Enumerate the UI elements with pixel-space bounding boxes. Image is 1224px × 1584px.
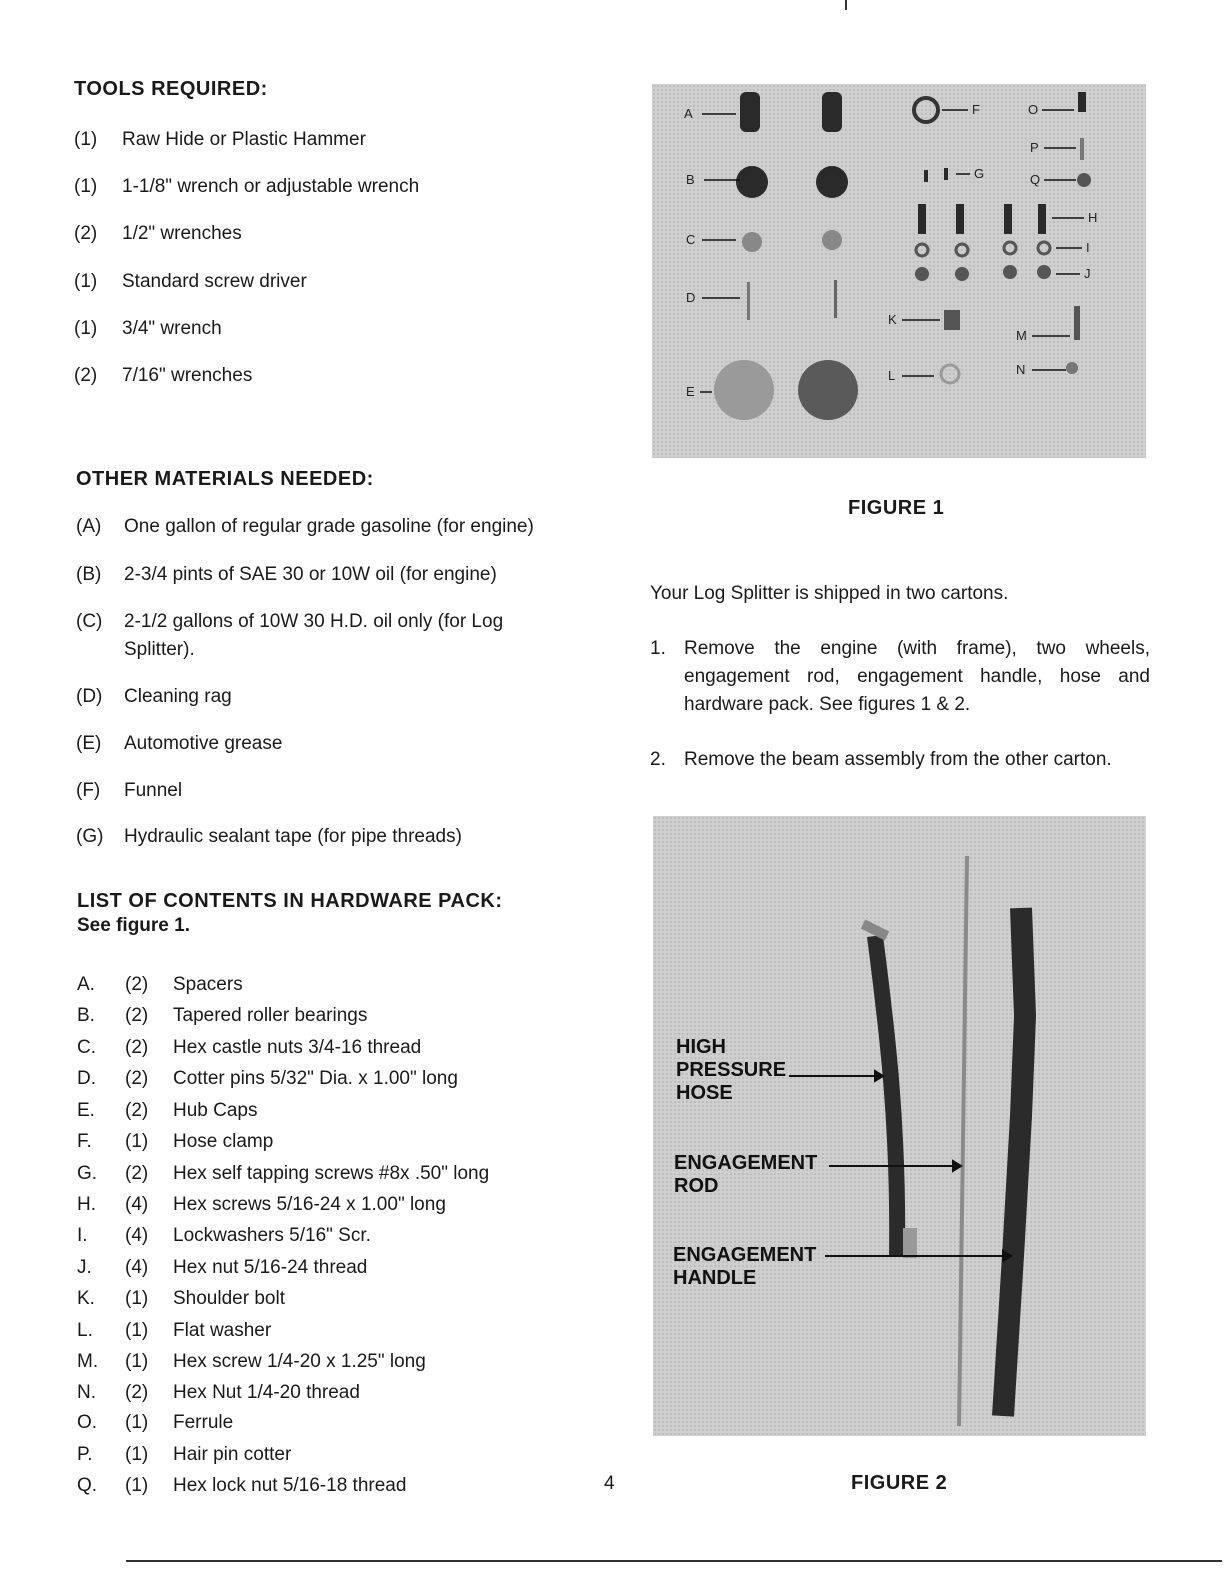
figure-1-label-h: H bbox=[1088, 210, 1098, 225]
bottom-rule bbox=[126, 1560, 1222, 1562]
figure-1-label-n: N bbox=[1016, 362, 1026, 377]
intro-text: Your Log Splitter is shipped in two cartons. bbox=[650, 583, 1009, 604]
label-high-pressure-hose: HIGH PRESSURE HOSE bbox=[676, 1036, 787, 1104]
figure-2-photo bbox=[653, 816, 1146, 1436]
tools-heading: TOOLS REQUIRED: bbox=[74, 78, 268, 100]
figure-1-label-k: K bbox=[888, 312, 897, 327]
hose-rod-handle-illustration bbox=[653, 816, 1146, 1436]
figure-1-label-l: L bbox=[888, 368, 896, 383]
figure-1-label-b: B bbox=[686, 172, 695, 187]
page-number: 4 bbox=[604, 1473, 615, 1494]
hardware-subheading: See figure 1. bbox=[77, 915, 190, 936]
figure-1-caption: FIGURE 1 bbox=[848, 497, 945, 519]
hardware-heading: LIST OF CONTENTS IN HARDWARE PACK: bbox=[77, 890, 503, 912]
figure-1-label-a: A bbox=[684, 106, 693, 121]
figure-1-photo bbox=[652, 84, 1146, 458]
figure-2-caption: FIGURE 2 bbox=[851, 1472, 948, 1494]
figure-1-label-o: O bbox=[1028, 102, 1039, 117]
figure-1-label-m: M bbox=[1016, 328, 1027, 343]
materials-heading: OTHER MATERIALS NEEDED: bbox=[76, 468, 374, 490]
figure-1-label-i: I bbox=[1086, 240, 1090, 255]
figure-1-label-f: F bbox=[972, 102, 980, 117]
figure-1-label-c: C bbox=[686, 232, 696, 247]
figure-1-label-g: G bbox=[974, 166, 985, 181]
figure-1-label-d: D bbox=[686, 290, 696, 305]
figure-1-label-p: P bbox=[1030, 140, 1039, 155]
label-engagement-rod: ENGAGEMENT ROD bbox=[674, 1152, 818, 1197]
top-tick-mark bbox=[845, 0, 847, 10]
hardware-parts-illustration bbox=[652, 84, 1146, 458]
figure-1-label-q: Q bbox=[1030, 172, 1041, 187]
figure-1-label-e: E bbox=[686, 384, 695, 399]
label-engagement-handle: ENGAGEMENT HANDLE bbox=[673, 1244, 817, 1289]
figure-1-label-j: J bbox=[1084, 266, 1091, 281]
